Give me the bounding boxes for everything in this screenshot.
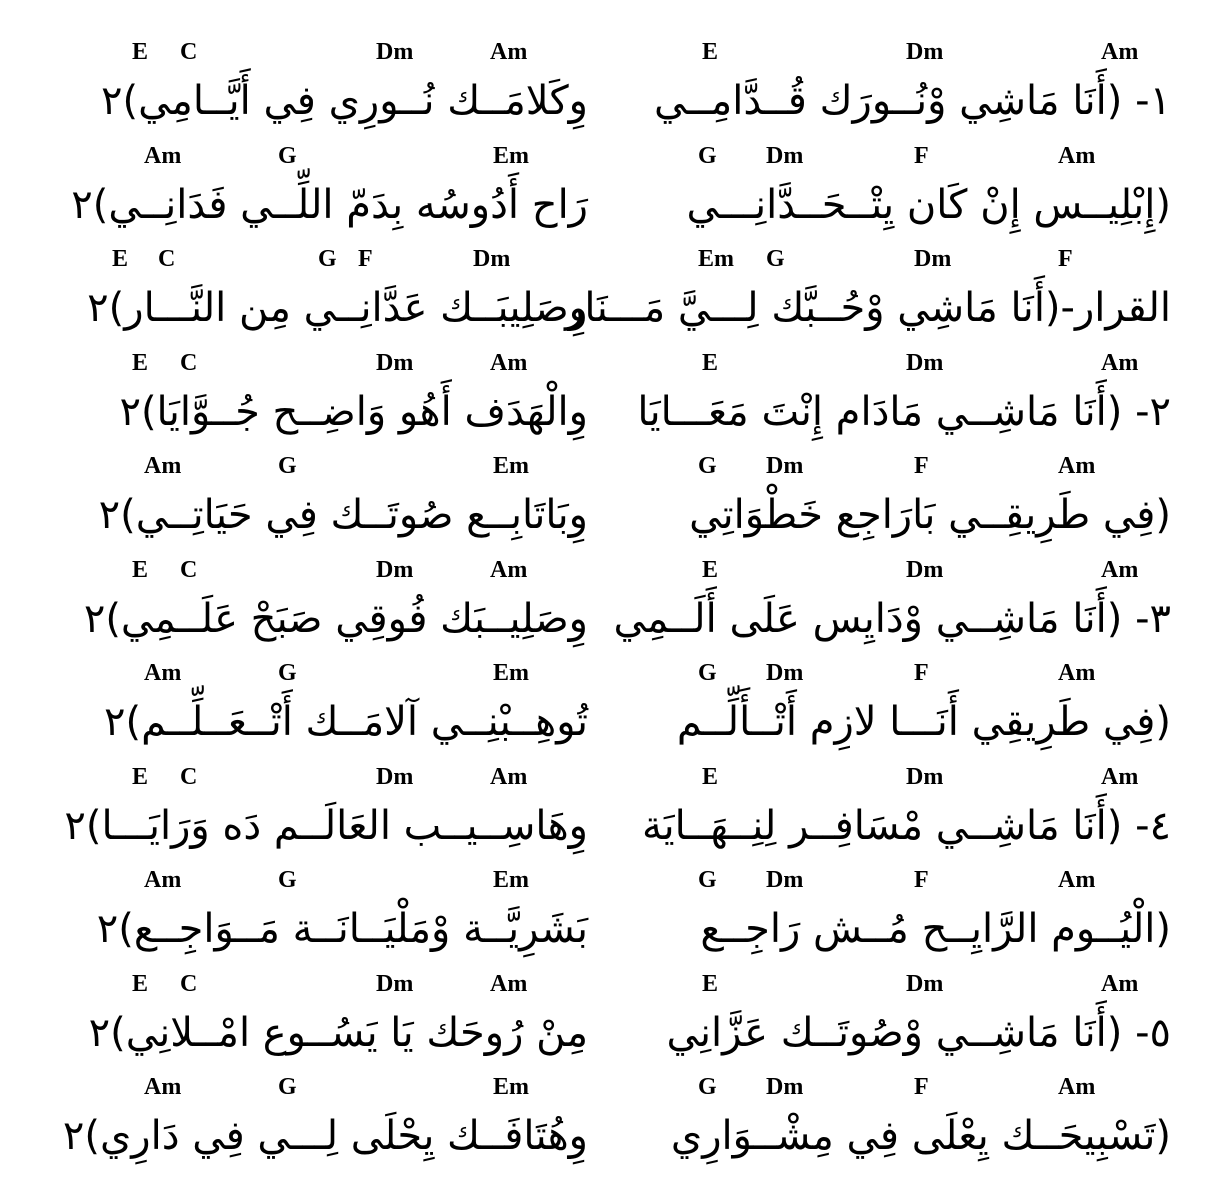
chord: C bbox=[158, 246, 176, 272]
chord-line bbox=[28, 347, 588, 379]
chord-line bbox=[626, 657, 1171, 689]
stanza bbox=[613, 554, 1171, 657]
chord: E bbox=[112, 246, 129, 272]
lyric-line: وِبَاتَابِــع صُوتَــك فِي حَيَاتِــي)٢ bbox=[98, 492, 588, 538]
stanza bbox=[28, 657, 588, 761]
lyric-line: (تَسْبِيحَــك يِعْلَى فِي مِشْــوَارِي bbox=[670, 1113, 1171, 1159]
lyric-line: وِالْهَدَف أَهُو وَاضِــح جُــوَّايَا)٢ bbox=[119, 389, 588, 435]
stanza bbox=[626, 347, 1171, 450]
chord-line bbox=[626, 761, 1171, 793]
chord: Dm bbox=[766, 1074, 804, 1100]
chord: Dm bbox=[906, 764, 944, 790]
lyric-line: وِكَلامَــك نُــورِي فِي أَيَّــامِي)٢ bbox=[101, 78, 588, 124]
lyric-line: وِصَلِيــبَك فُوقِي صَبَحْ عَلَــمِي)٢ bbox=[83, 596, 588, 642]
chord-line bbox=[626, 968, 1171, 1000]
chord: Em bbox=[493, 867, 529, 893]
chord: Am bbox=[490, 39, 528, 65]
chord-line bbox=[626, 140, 1171, 172]
chord: Em bbox=[698, 246, 734, 272]
chord: Dm bbox=[906, 350, 944, 376]
chord: Dm bbox=[376, 971, 414, 997]
chord: G bbox=[698, 453, 717, 479]
chord-line bbox=[626, 554, 1171, 586]
lyric-line: وِهَاسِــيــب العَالَــم دَه وَرَايَـــا)٢ bbox=[64, 803, 588, 849]
chord: C bbox=[180, 971, 198, 997]
chord: Dm bbox=[376, 39, 414, 65]
chord: Dm bbox=[376, 764, 414, 790]
chord: G bbox=[318, 246, 337, 272]
stanza bbox=[626, 761, 1171, 864]
chord-line bbox=[28, 450, 588, 482]
chord-line bbox=[626, 450, 1171, 482]
chord-line bbox=[626, 243, 1171, 275]
stanza bbox=[28, 761, 588, 864]
lyric-line: (الْيُــوم الرَّايِــح مُــش رَاجِــع bbox=[700, 906, 1171, 952]
chord: F bbox=[914, 867, 929, 893]
chord-line bbox=[28, 554, 588, 586]
chord: Dm bbox=[766, 143, 804, 169]
chord: G bbox=[698, 867, 717, 893]
chord-line bbox=[28, 864, 588, 896]
chord: Am bbox=[1101, 39, 1139, 65]
chord: Dm bbox=[766, 453, 804, 479]
chord: Em bbox=[493, 143, 529, 169]
chord: Am bbox=[1101, 350, 1139, 376]
chord: Dm bbox=[376, 557, 414, 583]
chord: Am bbox=[144, 867, 182, 893]
chord-line bbox=[28, 140, 588, 172]
chord: Dm bbox=[766, 660, 804, 686]
chord: C bbox=[180, 764, 198, 790]
stanza bbox=[28, 864, 588, 968]
chord: Am bbox=[1058, 867, 1096, 893]
chord: F bbox=[1058, 246, 1073, 272]
chord: Dm bbox=[766, 867, 804, 893]
lyric-line: ٥- (أَنَا مَاشِــي وْصُوتَــك عَزَّانِي bbox=[666, 1010, 1171, 1056]
chord: E bbox=[702, 350, 719, 376]
chord: E bbox=[132, 764, 149, 790]
lyric-line: بَشَرِيَّــة وْمَلْيَــانَــة مَــوَاجِــع)٢ bbox=[96, 906, 588, 952]
chord: C bbox=[180, 39, 198, 65]
chord: Am bbox=[490, 764, 528, 790]
chord: G bbox=[698, 1074, 717, 1100]
chord: G bbox=[278, 143, 297, 169]
chord: F bbox=[914, 1074, 929, 1100]
chord: Em bbox=[493, 660, 529, 686]
chord: Am bbox=[144, 1074, 182, 1100]
stanza bbox=[28, 968, 588, 1071]
chord: Dm bbox=[914, 246, 952, 272]
lyric-line: ٣- (أَنَا مَاشِــي وْدَايِس عَلَى أَلَــمِي bbox=[613, 596, 1171, 642]
lyric-line: تُوهِــبْنِــي آلامَــك أَتْــعَــلِّــم)٢ bbox=[104, 699, 588, 745]
right-column bbox=[565, 36, 1171, 1175]
lyric-line: (فِي طَرِيقِي أَنَـــا لازِم أَتْــأَلِّــم bbox=[676, 699, 1171, 745]
lyric-line: (إِبْلِيــس إِنْ كَان يِتْــحَــدَّانِـــي bbox=[686, 182, 1171, 228]
chord: E bbox=[702, 557, 719, 583]
chord: G bbox=[698, 660, 717, 686]
chord: E bbox=[132, 350, 149, 376]
chord: E bbox=[702, 764, 719, 790]
chord: F bbox=[914, 143, 929, 169]
left-column bbox=[28, 36, 588, 1175]
chord: Am bbox=[1101, 557, 1139, 583]
stanza bbox=[565, 243, 1171, 347]
chord: F bbox=[914, 660, 929, 686]
chord: C bbox=[180, 350, 198, 376]
chord: Em bbox=[493, 453, 529, 479]
chord: G bbox=[278, 660, 297, 686]
lyric-line: وِصَلِيبَــك عَدَّانِــي مِن النَّـــار)٢ bbox=[87, 285, 588, 331]
stanza bbox=[626, 140, 1171, 243]
stanza bbox=[28, 554, 588, 657]
chord: Am bbox=[144, 143, 182, 169]
lyric-line: ٤- (أَنَا مَاشِــي مْسَافِــر لِنِــهَــايَة bbox=[642, 803, 1171, 849]
chord: Am bbox=[1101, 764, 1139, 790]
chord: Dm bbox=[376, 350, 414, 376]
chord-line bbox=[28, 36, 588, 68]
chord: Em bbox=[493, 1074, 529, 1100]
lyric-line: ١- (أَنَا مَاشِي وْنُــورَك قُــدَّامِــي bbox=[654, 78, 1171, 124]
lyric-line: مِنْ رُوحَك يَا يَسُــوع امْــلانِي)٢ bbox=[88, 1010, 588, 1056]
stanza bbox=[28, 243, 588, 347]
stanza bbox=[626, 450, 1171, 554]
chord-line bbox=[626, 36, 1171, 68]
chord: C bbox=[180, 557, 198, 583]
stanza bbox=[28, 36, 588, 140]
stanza bbox=[28, 1071, 588, 1175]
lyric-line: رَاح أَدُوسُه بِدَمّ اللِّــي فَدَانِــي)٢ bbox=[71, 182, 588, 228]
chord: F bbox=[914, 453, 929, 479]
chord: E bbox=[132, 557, 149, 583]
lyric-line: وِهُتَافَــك يِحْلَى لِـــي فِي دَارِي)٢ bbox=[62, 1113, 588, 1159]
chord: Am bbox=[1058, 453, 1096, 479]
chord: E bbox=[702, 971, 719, 997]
chord-line bbox=[28, 1071, 588, 1103]
chord: Am bbox=[490, 557, 528, 583]
chord: G bbox=[278, 453, 297, 479]
chord: F bbox=[358, 246, 373, 272]
chord: E bbox=[702, 39, 719, 65]
chord: Am bbox=[1058, 660, 1096, 686]
chord: Dm bbox=[906, 39, 944, 65]
chord: G bbox=[278, 1074, 297, 1100]
chord: Am bbox=[1058, 143, 1096, 169]
chord: Am bbox=[144, 660, 182, 686]
stanza bbox=[28, 140, 588, 243]
lyric-line: القرار-(أَنَا مَاشِي وْحُــبَّك لِـــيَّ مَـــنَار bbox=[565, 285, 1171, 331]
chord: Dm bbox=[473, 246, 511, 272]
chord-line bbox=[28, 243, 588, 275]
chord-line bbox=[626, 1071, 1171, 1103]
stanza bbox=[28, 450, 588, 554]
chord-line bbox=[28, 968, 588, 1000]
chord: Dm bbox=[906, 557, 944, 583]
stanza bbox=[28, 347, 588, 450]
chord: G bbox=[766, 246, 785, 272]
lyric-line: ٢- (أَنَا مَاشِــي مَادَام إِنْتَ مَعَـــايَا bbox=[637, 389, 1171, 435]
chord: Am bbox=[490, 350, 528, 376]
stanza bbox=[626, 657, 1171, 761]
chord: Am bbox=[1058, 1074, 1096, 1100]
chord: Am bbox=[1101, 971, 1139, 997]
stanza bbox=[626, 864, 1171, 968]
chord: E bbox=[132, 39, 149, 65]
chord: G bbox=[278, 867, 297, 893]
stanza bbox=[626, 36, 1171, 140]
chord: Am bbox=[144, 453, 182, 479]
chord: Dm bbox=[906, 971, 944, 997]
chord: G bbox=[698, 143, 717, 169]
chord-line bbox=[626, 347, 1171, 379]
chord: E bbox=[132, 971, 149, 997]
lyric-line: (فِي طَرِيقِــي بَارَاجِع خَطْوَاتِي bbox=[689, 492, 1171, 538]
chord-line bbox=[28, 761, 588, 793]
chord-line bbox=[28, 657, 588, 689]
chord-line bbox=[626, 864, 1171, 896]
chord: Am bbox=[490, 971, 528, 997]
stanza bbox=[626, 1071, 1171, 1175]
stanza bbox=[626, 968, 1171, 1071]
